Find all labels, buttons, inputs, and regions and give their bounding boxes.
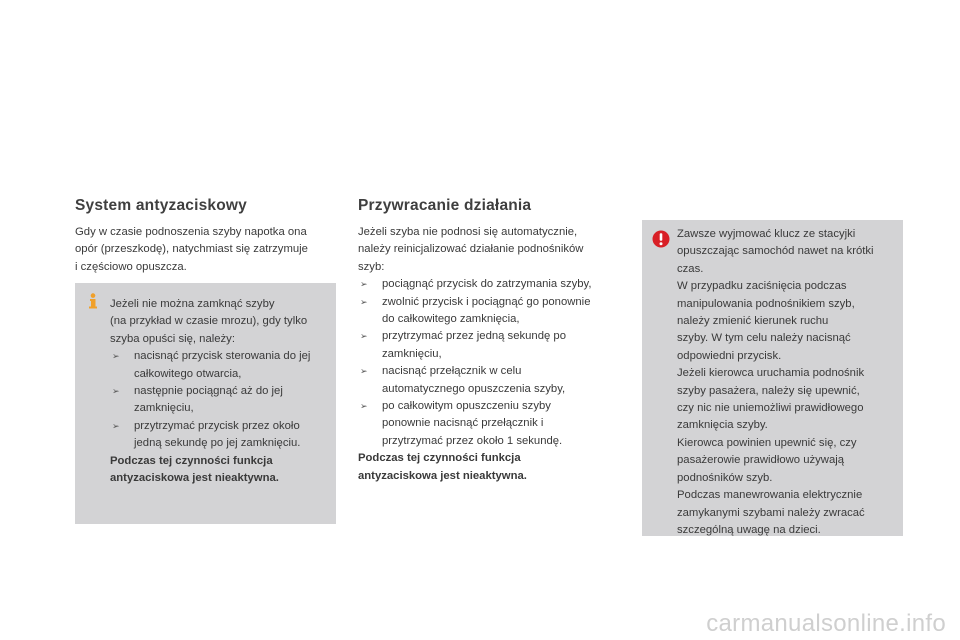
list-item: ➢ następnie pociągnąć aż do jej zamknięciu,	[112, 385, 283, 415]
watermark-text: carmanualsonline.info	[706, 610, 946, 637]
restore-steps-list	[358, 276, 620, 450]
list-item: ➢ przytrzymać przycisk przez około jedną sekundę po jej zamknięciu.	[112, 419, 301, 450]
anti-pinch-intro: Gdy w czasie podnoszenia szyby napotka ona opór (przeszkodę), natychmiast się zatrzymuje i częściowo opuszcza.	[75, 226, 308, 273]
arrow-icon: ➢	[360, 331, 368, 342]
arrow-icon: ➢	[360, 279, 368, 290]
restore-note: Podczas tej czynności funkcja antyzaciskowa jest nieaktywna.	[358, 452, 527, 482]
warning-icon	[652, 230, 670, 248]
anti-pinch-section	[75, 197, 337, 276]
info-steps-list	[110, 348, 332, 452]
anti-pinch-title: System antyzaciskowy	[75, 197, 248, 214]
info-note: Podczas tej czynności funkcja antyzaciskowa jest nieaktywna.	[110, 454, 279, 485]
arrow-icon: ➢	[112, 386, 120, 397]
arrow-icon: ➢	[360, 296, 368, 307]
info-icon	[86, 293, 100, 309]
arrow-icon: ➢	[360, 401, 368, 412]
list-item: ➢ po całkowitym opuszczeniu szyby ponownie nacisnąć przełącznik i przytrzymać przez około 1 sekundę.	[360, 400, 563, 447]
restore-intro: Jeżeli szyba nie podnosi się automatycznie, należy reinicjalizować działanie podnośników szyb:	[358, 226, 584, 273]
info-box: Jeżeli nie można zamknąć szyby (na przykład w czasie mrozu), gdy tylko szyba opuści się, należy: ➢ nacisnąć przycisk sterowania do jej całkowitego otwarcia, ➢ następnie pociągnąć aż do jej zamknięciu, ➢ przytrzymać przycisk przez około jedną sekundę po jej zamknięciu. Podczas tej czynności funkcja antyzaciskowa jest nieaktywna.	[75, 283, 336, 524]
restore-section	[358, 197, 620, 485]
list-item: ➢ nacisnąć przełącznik w celu automatycznego opuszczenia szyby,	[360, 365, 566, 395]
list-item: ➢ nacisnąć przycisk sterowania do jej całkowitego otwarcia,	[112, 350, 311, 380]
restore-title: Przywracanie działania	[358, 197, 532, 214]
list-item: ➢ pociągnąć przycisk do zatrzymania szyby,	[358, 276, 620, 293]
warning-box: Zawsze wyjmować klucz ze stacyjki opuszczając samochód nawet na krótki czas. W przypadku zaciśnięcia podczas manipulowania podnośnikiem szyb, należy zmienić kierunek ruchu szyby. W tym celu należy nacisnąć odpowiedni przycisk. Jeżeli kierowca uruchamia podnośnik szyby pasażera, należy się upewnić, czy nic nie uniemożliwi prawidłowego zamknięcia szyby. Kierowca powinien upewnić się, czy pasażerowie prawidłowo używają podnośników szyb. Podczas manewrowania elektrycznie zamykanymi szybami należy zwracać szczególną uwagę na dzieci.	[642, 220, 903, 536]
arrow-icon: ➢	[112, 420, 120, 431]
list-item: ➢ przytrzymać przez jedną sekundę po zamknięciu,	[360, 330, 566, 360]
list-item: ➢ zwolnić przycisk i pociągnąć go ponownie do całkowitego zamknięcia,	[360, 295, 591, 326]
arrow-icon: ➢	[112, 351, 120, 362]
arrow-icon: ➢	[360, 366, 368, 377]
